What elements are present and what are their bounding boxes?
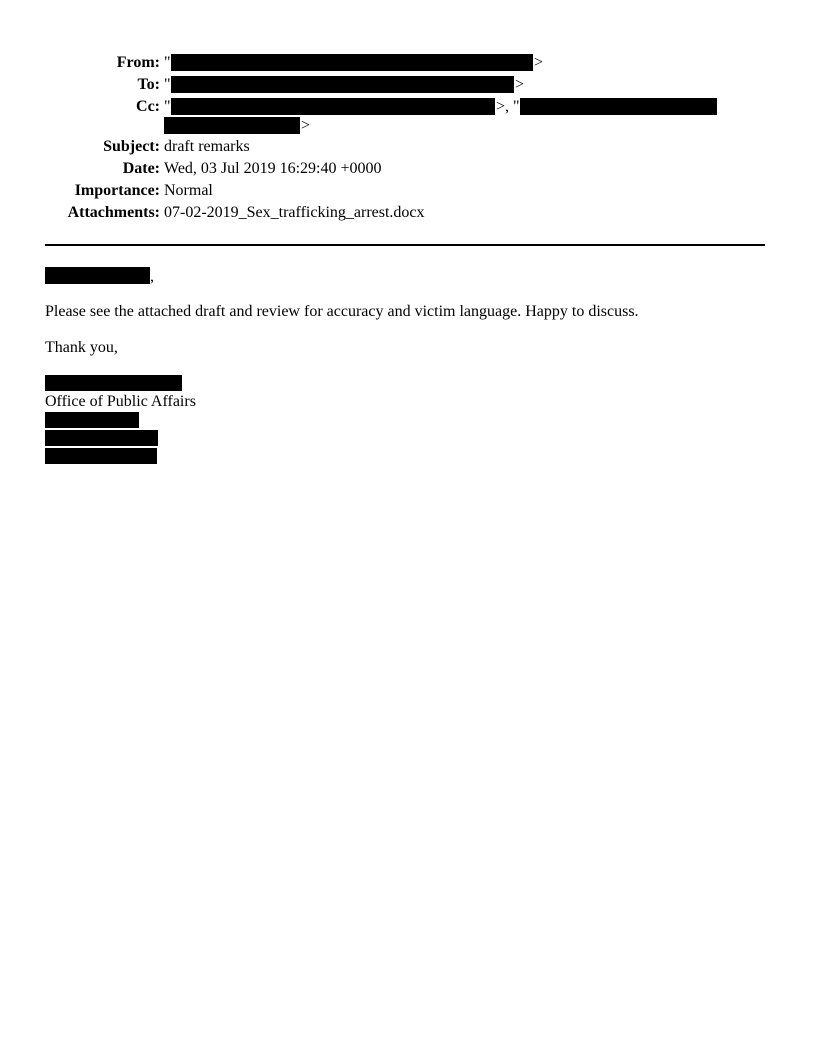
importance-label: Importance: (74, 182, 160, 199)
cc-open-quote: " (164, 98, 171, 115)
greeting-comma: , (150, 268, 154, 285)
to-label: To: (137, 76, 160, 93)
date-value: Wed, 03 Jul 2019 16:29:40 +0000 (164, 160, 382, 177)
cc-close-bracket: > (301, 117, 311, 134)
signature-name-redaction (45, 375, 182, 391)
from-redaction (171, 54, 533, 71)
attachments-label: Attachments: (67, 204, 160, 221)
attachments-value: 07-02-2019_Sex_trafficking_arrest.docx (164, 204, 425, 221)
from-label: From: (116, 54, 160, 71)
greeting-redaction (45, 267, 150, 284)
from-open-quote: " (164, 54, 171, 71)
cc-redaction-1 (171, 98, 495, 115)
cc-label: Cc: (136, 98, 160, 115)
to-redaction (171, 76, 514, 93)
cc-redaction-3 (164, 117, 300, 134)
body-paragraph: Please see the attached draft and review for accuracy and victim language. Happy to discuss. (45, 303, 639, 320)
cc-separator: >, " (496, 98, 520, 115)
subject-label: Subject: (103, 138, 160, 155)
importance-value: Normal (164, 182, 213, 199)
date-label: Date: (122, 160, 160, 177)
signature-redaction-3 (45, 448, 157, 464)
subject-value: draft remarks (164, 138, 250, 155)
signature-redaction-2 (45, 430, 158, 446)
cc-redaction-2 (520, 98, 717, 115)
signature-office: Office of Public Affairs (45, 393, 196, 410)
from-close-bracket: > (534, 54, 544, 71)
to-close-bracket: > (515, 76, 525, 93)
signature-redaction-1 (45, 412, 139, 428)
closing-line: Thank you, (45, 339, 118, 356)
to-open-quote: " (164, 76, 171, 93)
header-divider (45, 244, 765, 246)
